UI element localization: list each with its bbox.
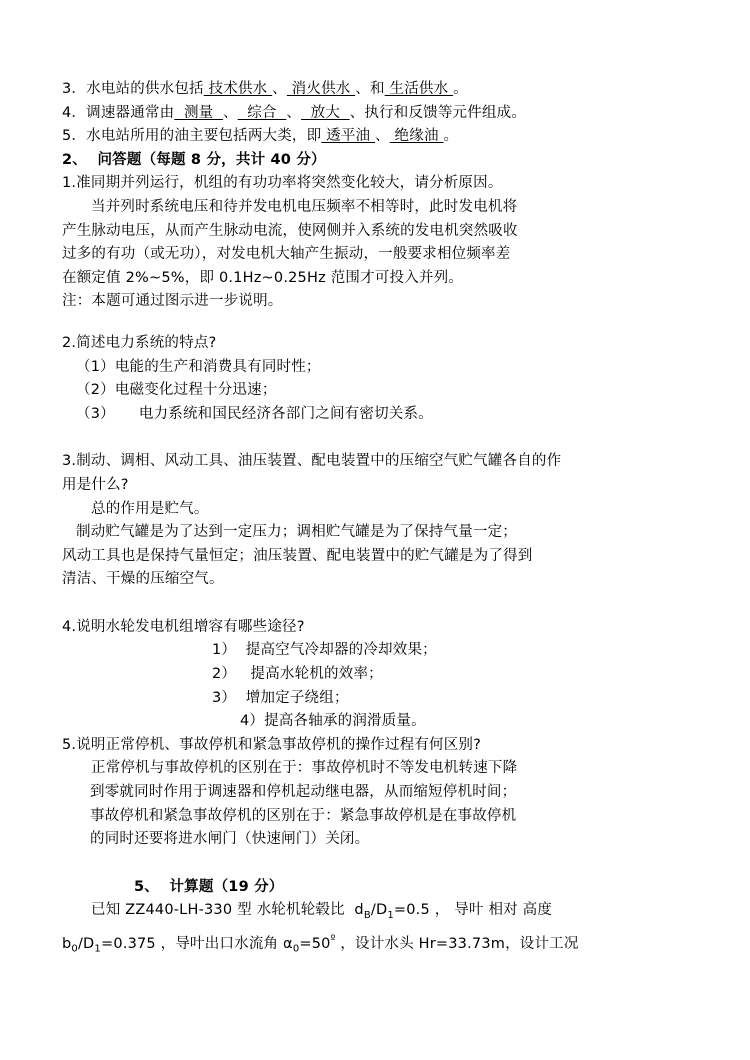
fill-in-item-4: 4．调速器通常由 测量 、 综合 、 放大 、执行和反馈等元件组成。 bbox=[62, 104, 527, 121]
calc-line-2: $b_0/D_1=0.375$ ，导叶出口水流角 $\alpha_0=50^º$ ，设计水头 Hr=33.73m，设计工况 bbox=[62, 933, 579, 955]
question-4-item-3: 3） 增加定子绕组； bbox=[212, 689, 349, 706]
blank-insulating-oil: 绝缘油 bbox=[389, 128, 444, 145]
question-5-answer-line-4: 的同时还要将进水闸门（快速闸门）关闭。 bbox=[90, 831, 370, 848]
blank-technical-water: 技术供水 bbox=[203, 81, 273, 97]
spacer-2 bbox=[62, 426, 688, 450]
section-2-heading: 2、 问答题（每题 8 分，共计 40 分） bbox=[62, 151, 326, 168]
blank-amplify: 放大 bbox=[301, 104, 350, 121]
question-2-title: 2.简述电力系统的特点? bbox=[62, 334, 217, 351]
fill-in-item-5: 5．水电站所用的油主要包括两大类，即 透平油 、 绝缘油 。 bbox=[62, 128, 459, 145]
blank-synthesis: 综合 bbox=[237, 104, 287, 121]
question-1-title: 1.准同期并列运行，机组的有功功率将突然变化较大，请分析原因。 bbox=[62, 175, 503, 192]
question-5-answer-line-1: 正常停机与事故停机的区别在于：事故停机时不等发电机转速下降 bbox=[91, 760, 518, 777]
fill-in-item-3: 3．水电站的供水包括 技术供水 、 消火供水 、和 生活供水 。 bbox=[62, 81, 468, 97]
question-3-title-line-1: 3.制动、调相、风动工具、油压装置、配电装置中的压缩空气贮气罐各自的作 bbox=[62, 453, 562, 470]
question-3-answer-line-2: 制动贮气罐是为了达到一定压力；调相贮气罐是为了保持气量一定； bbox=[76, 524, 517, 541]
question-4-item-4: 4）提高各轴承的润滑质量。 bbox=[240, 713, 426, 730]
blank-measure: 测量 bbox=[174, 104, 223, 121]
question-3-answer-line-4: 清洁、干燥的压缩空气。 bbox=[62, 571, 224, 588]
question-1-note: 注：本题可通过图示进一步说明。 bbox=[62, 293, 283, 310]
blank-fire-water: 消火供水 bbox=[286, 81, 356, 97]
section-5-heading: 5、 计算题（19 分） bbox=[134, 878, 284, 895]
question-4-item-2: 2） 提高水轮机的效率； bbox=[212, 666, 383, 683]
question-2-item-3: （3） 电力系统和国民经济各部门之间有密切关系。 bbox=[76, 405, 433, 422]
question-1-answer-line-4: 在额定值 2%~5%，即 0.1Hz~0.25Hz 范围才可投入并列。 bbox=[62, 269, 464, 286]
question-1-answer-line-2: 产生脉动电压，从而产生脉动电流，使网侧并入系统的发电机突然吸收 bbox=[62, 222, 518, 239]
blank-domestic-water: 生活供水 bbox=[384, 81, 454, 97]
question-5-title: 5.说明正常停机、事故停机和紧急事故停机的操作过程有何区别? bbox=[62, 736, 482, 753]
question-3-answer-line-3: 风动工具也是保持气量恒定；油压装置、配电装置中的贮气罐是为了得到 bbox=[62, 547, 533, 564]
spacer-1 bbox=[62, 314, 688, 332]
calc-line-1: 已知 ZZ440-LH-330 型 水轮机轮毂比 $d_B/D_1=0.5$ ， 导叶 相对 高度 bbox=[91, 902, 553, 922]
spacer-3 bbox=[62, 592, 688, 616]
question-1-answer-line-3: 过多的有功（或无功），对发电机大轴产生振动，一般要求相位频率差 bbox=[62, 246, 511, 263]
question-1-answer-line-1: 当并列时系统电压和待并发电机电压频率不相等时，此时发电机将 bbox=[91, 198, 518, 215]
question-2-item-2: （2）电磁变化过程十分迅速； bbox=[76, 382, 277, 399]
question-4-title: 4.说明水轮发电机组增容有哪些途径? bbox=[62, 618, 305, 635]
question-5-answer-line-3: 事故停机和紧急事故停机的区别在于：紧急事故停机是在事故停机 bbox=[90, 807, 517, 824]
question-2-item-1: （1）电能的生产和消费具有同时性； bbox=[76, 358, 321, 375]
blank-turbine-oil: 透平油 bbox=[321, 128, 376, 145]
question-3-title-line-2: 用是什么? bbox=[62, 476, 129, 493]
question-5-answer-line-2: 到零就同时作用于调速器和停机起动继电器，从而缩短停机时间； bbox=[90, 784, 517, 801]
spacer-4 bbox=[62, 852, 688, 876]
question-4-item-1: 1） 提高空气冷却器的冷却效果； bbox=[212, 642, 437, 659]
question-3-answer-line-1: 总的作用是贮气。 bbox=[91, 500, 209, 517]
